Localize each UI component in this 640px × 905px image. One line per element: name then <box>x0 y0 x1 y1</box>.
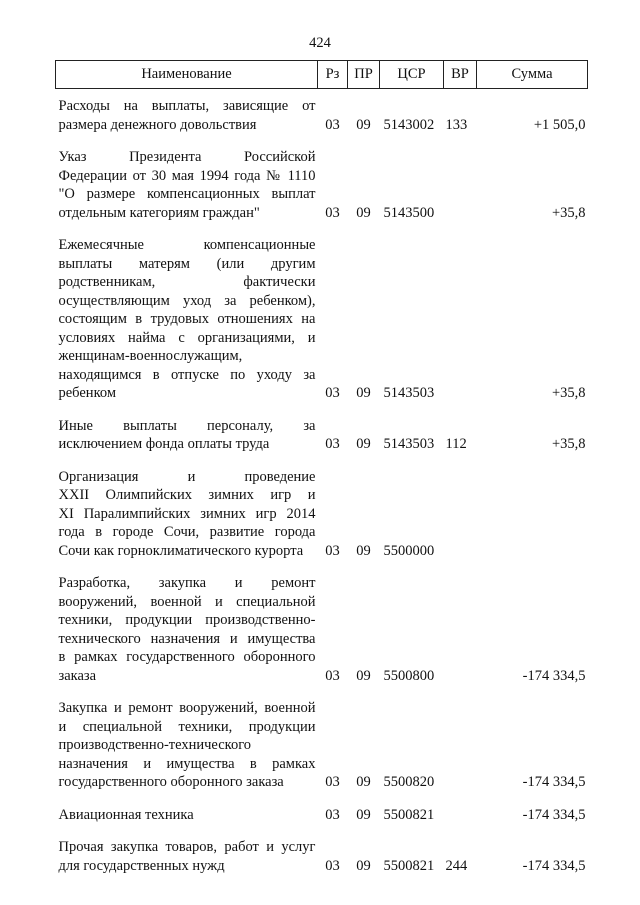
row-name <box>56 699 318 806</box>
row-name-line: исключением фонда оплаты труда <box>58 436 270 452</box>
row-name <box>56 236 318 417</box>
row-rz: 03 <box>325 116 340 133</box>
row-name-line: года в городе Сочи, развитие города <box>58 524 316 540</box>
row-name <box>56 417 318 468</box>
header-rz: Рз <box>318 61 348 89</box>
table-row <box>56 806 588 839</box>
table-row <box>56 838 588 889</box>
row-name <box>56 468 318 575</box>
row-name-line: Организация и проведение <box>58 468 316 485</box>
row-rz: 03 <box>325 436 340 452</box>
budget-table <box>55 60 588 889</box>
row-name-line: XXII Олимпийских зимних игр и <box>58 487 316 503</box>
row-vr <box>444 574 477 699</box>
row-name <box>56 148 318 236</box>
row-name-line: для государственных нужд <box>58 857 225 874</box>
table-row <box>56 89 588 149</box>
row-csr: 5143503 <box>383 436 435 452</box>
row-sum <box>477 468 588 575</box>
row-sum: -174 334,5 <box>522 667 586 684</box>
row-rz: 03 <box>325 774 340 790</box>
row-name <box>56 806 318 839</box>
row-name-line: выплаты матерям (или другим <box>58 255 316 272</box>
row-name-line: техники, продукции производственно- <box>58 612 316 628</box>
row-name-line: осуществляющим уход за ребенком), <box>58 292 316 309</box>
row-name-line: условиях найма с организациями, и <box>58 329 316 346</box>
table-row <box>56 148 588 236</box>
row-rz: 03 <box>325 204 340 221</box>
row-pr: 09 <box>356 806 371 823</box>
page-number: 424 <box>309 35 331 51</box>
row-pr: 09 <box>356 385 371 401</box>
row-vr: 133 <box>445 116 468 133</box>
row-name-line: женщинам-военнослужащим, <box>58 348 243 364</box>
row-pr: 09 <box>356 667 371 684</box>
row-pr: 09 <box>356 436 371 452</box>
row-pr: 09 <box>356 857 371 874</box>
row-vr <box>444 148 477 236</box>
header-name: Наименование <box>56 61 318 89</box>
table-row <box>56 236 588 417</box>
row-name-line: ребенком <box>58 385 117 401</box>
row-rz: 03 <box>325 667 340 684</box>
row-name-line: находящимся в отпуске по уходу за <box>58 366 316 383</box>
row-name-line: Авиационная техника <box>58 806 194 823</box>
row-pr: 09 <box>356 204 371 221</box>
row-pr: 09 <box>356 116 371 133</box>
row-pr: 09 <box>356 774 371 790</box>
row-name <box>56 574 318 699</box>
row-name-line: Сочи как горноклиматического курорта <box>58 542 304 559</box>
row-vr <box>444 468 477 575</box>
row-csr: 5500820 <box>383 774 435 790</box>
row-rz: 03 <box>325 857 340 874</box>
row-vr <box>444 699 477 806</box>
row-name-line: Прочая закупка товаров, работ и услуг <box>58 839 316 855</box>
table-row <box>56 417 588 468</box>
row-sum: -174 334,5 <box>522 774 586 790</box>
row-name-line: производственно-технического <box>58 737 252 753</box>
row-csr: 5143002 <box>383 116 435 133</box>
row-name-line: Разработка, закупка и ремонт <box>58 575 316 591</box>
row-name-line: в рамках государственного оборонного <box>58 649 316 665</box>
table-header-row <box>56 61 588 89</box>
row-sum: -174 334,5 <box>522 857 586 874</box>
row-csr: 5500000 <box>383 542 435 559</box>
row-rz: 03 <box>325 542 340 559</box>
row-name-line: Указ Президента Российской <box>58 149 316 165</box>
row-csr: 5500821 <box>383 857 435 874</box>
row-name-line: состоящим в трудовых отношениях на <box>58 311 316 327</box>
row-name-line: родственникам, фактически <box>58 274 316 290</box>
row-name <box>56 89 318 149</box>
row-csr: 5143503 <box>383 385 435 401</box>
row-name-line: технического назначения и имущества <box>58 630 316 647</box>
row-name-line: государственного оборонного заказа <box>58 774 284 790</box>
row-name <box>56 838 318 889</box>
row-name-line: вооружений, военной и специальной <box>58 593 316 610</box>
table-row <box>56 468 588 575</box>
row-csr: 5143500 <box>383 204 435 221</box>
row-csr: 5500821 <box>383 806 435 823</box>
header-pr: ПР <box>348 61 380 89</box>
row-sum: +35,8 <box>551 204 586 221</box>
row-csr: 5500800 <box>383 667 435 684</box>
row-name-line: Иные выплаты персоналу, за <box>58 417 316 434</box>
row-name-line: и специальной техники, продукции <box>58 718 316 735</box>
row-sum: -174 334,5 <box>522 806 586 823</box>
table-row <box>56 699 588 806</box>
row-vr <box>444 806 477 839</box>
header-sum: Сумма <box>477 61 588 89</box>
table-row <box>56 574 588 699</box>
row-sum: +35,8 <box>551 436 586 452</box>
row-sum: +35,8 <box>551 385 586 401</box>
row-rz: 03 <box>325 385 340 401</box>
row-name-line: XI Паралимпийских зимних игр 2014 <box>58 505 316 522</box>
table-body <box>56 89 588 890</box>
header-csr: ЦСР <box>380 61 444 89</box>
row-vr: 244 <box>445 857 468 874</box>
row-name-line: Закупка и ремонт вооружений, военной <box>58 700 316 716</box>
row-sum: +1 505,0 <box>533 116 586 133</box>
header-vr: ВР <box>444 61 477 89</box>
row-name-line: заказа <box>58 667 97 684</box>
row-name-line: назначения и имущества в рамках <box>58 755 316 772</box>
row-name-line: отдельным категориям граждан" <box>58 204 260 221</box>
row-pr: 09 <box>356 542 371 559</box>
row-name-line: "О размере компенсационных выплат <box>58 186 316 202</box>
row-vr: 112 <box>445 436 467 452</box>
row-name-line: Ежемесячные компенсационные <box>58 237 316 253</box>
row-rz: 03 <box>325 806 340 823</box>
row-name-line: Федерации от 30 мая 1994 года № 1110 <box>58 167 316 184</box>
row-name-line: Расходы на выплаты, зависящие от <box>58 98 316 114</box>
row-vr <box>444 236 477 417</box>
row-name-line: размера денежного довольствия <box>58 116 257 133</box>
